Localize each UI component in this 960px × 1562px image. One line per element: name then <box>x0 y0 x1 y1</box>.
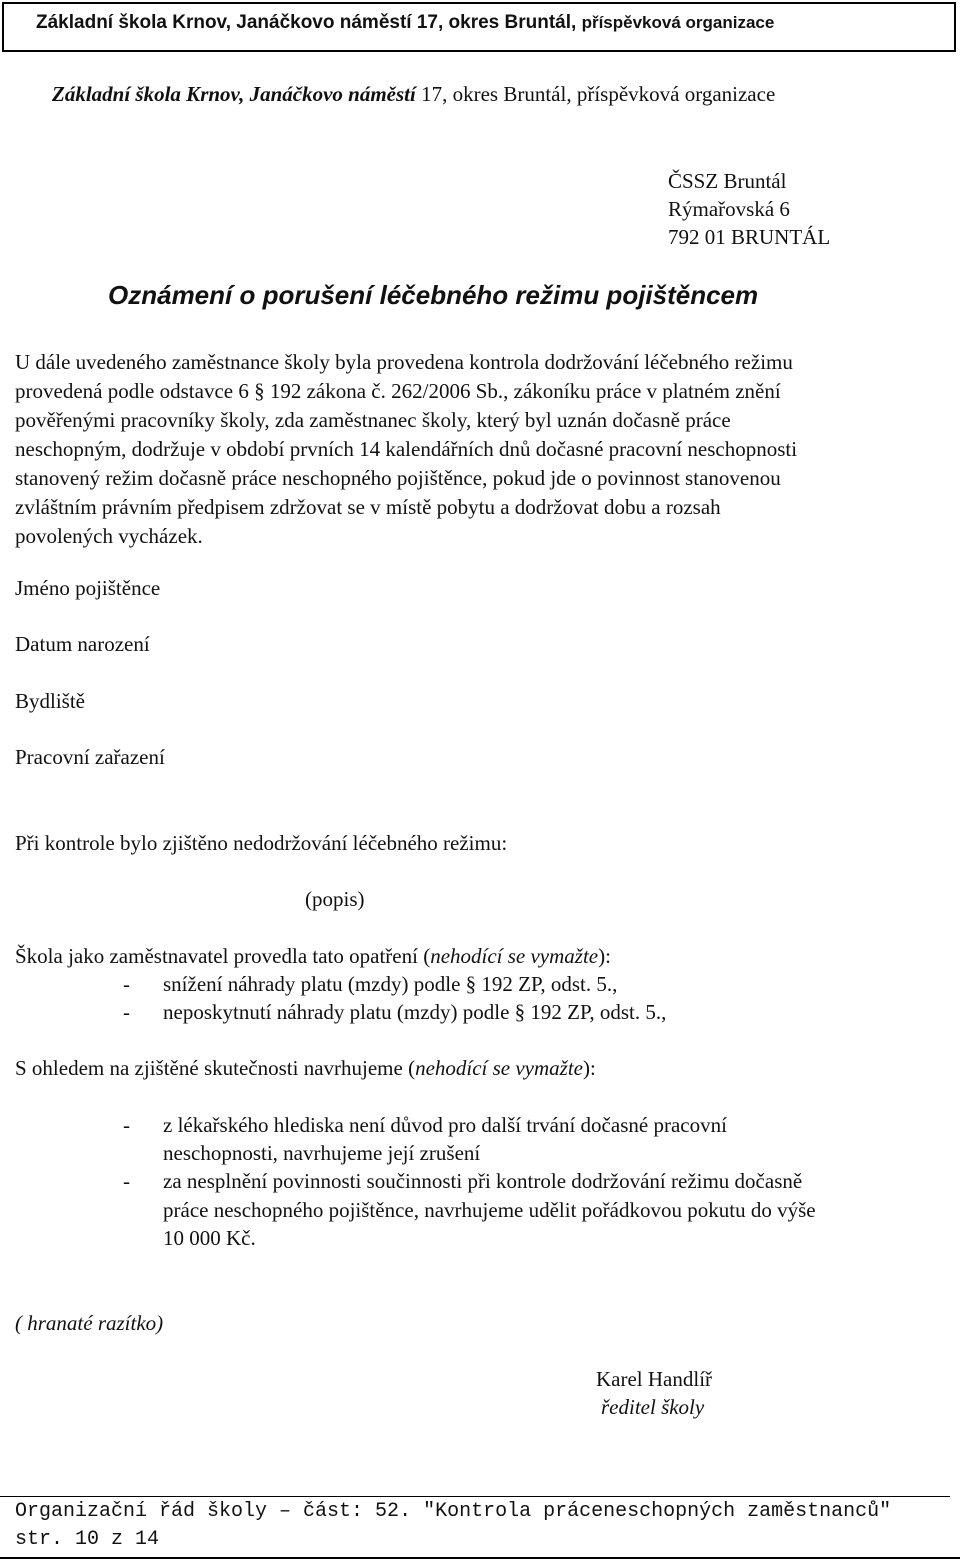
paragraph-line: neschopným, dodržuje v období prvních 14 kalendářních dnů dočasné pracovní neschopnosti <box>15 437 798 461</box>
page-header-box <box>2 2 956 52</box>
proposal-item-text: z lékařského hlediska není důvod pro další trvání dočasné pracovní <box>163 1113 727 1137</box>
proposal-item-2 <box>0 1167 802 1195</box>
school-heading-bold: Základní škola Krnov, Janáčkovo náměstí <box>52 82 422 106</box>
recipient-line-2: Rýmařovská 6 <box>668 197 790 221</box>
stamp-placeholder: ( hranaté razítko) <box>15 1311 164 1335</box>
dash: - <box>123 972 130 996</box>
dash: - <box>123 1113 130 1137</box>
proposal-intro-text: S ohledem na zjištěné skutečnosti navrhujeme ( <box>15 1056 416 1080</box>
field-insured-name: Jméno pojištěnce <box>15 576 161 600</box>
intro-paragraph <box>15 348 945 551</box>
recipient-line-1: ČSSZ Bruntál <box>668 169 787 193</box>
bottom-border <box>0 1557 960 1559</box>
signature-role: ředitel školy <box>601 1395 705 1419</box>
page-header-title <box>36 12 774 34</box>
recipient-line-3: 792 01 BRUNTÁL <box>668 225 831 249</box>
school-heading-rest: 17, okres Bruntál, příspěvková organizace <box>421 82 776 106</box>
description-placeholder: (popis) <box>305 887 365 911</box>
field-job-position: Pracovní zařazení <box>15 745 165 769</box>
measures-intro-end: ): <box>598 944 611 968</box>
control-finding-text: Při kontrole bylo zjištěno nedodržování léčebného režimu: <box>15 831 508 855</box>
document-title: Oznámení o porušení léčebného režimu pojištěncem <box>108 280 759 310</box>
paragraph-line: U dále uvedeného zaměstnance školy byla provedena kontrola dodržování léčebného režimu <box>15 350 793 374</box>
paragraph-line: provedená podle odstavce 6 § 192 zákona č. 262/2006 Sb., zákoníku práce v platném znění <box>15 379 781 403</box>
proposal-item-text: za nesplnění povinnosti součinnosti při kontrole dodržování režimu dočasně <box>163 1169 803 1193</box>
paragraph-line: povolených vycházek. <box>15 524 203 548</box>
page-footer: Organizační řád školy – část: 52. "Kontrola práceneschopných zaměstnanců" str. 10 z 14 <box>15 1500 892 1551</box>
paragraph-line: zvláštním právním předpisem zdržovat se v místě pobytu a dodržovat dobu a rozsah <box>15 495 721 519</box>
dash: - <box>123 1169 130 1193</box>
proposal-item-2-cont: 10 000 Kč. <box>163 1226 256 1250</box>
field-birth-date: Datum narození <box>15 632 150 656</box>
header-title-small: příspěvková organizace <box>581 13 775 32</box>
measure-item-1 <box>0 970 617 998</box>
signature-name: Karel Handlíř <box>596 1367 713 1391</box>
dash: - <box>123 1000 130 1024</box>
measures-intro-text: Škola jako zaměstnavatel provedla tato opatření ( <box>15 944 431 968</box>
proposal-note: nehodící se vymažte <box>415 1056 584 1080</box>
proposal-intro-end: ): <box>583 1056 596 1080</box>
header-title-main: Základní škola Krnov, Janáčkovo náměstí 17, okres Bruntál, <box>36 12 582 33</box>
paragraph-line: pověřenými pracovníky školy, zda zaměstnanec školy, který byl uznán dočasně práce <box>15 408 731 432</box>
measures-intro <box>15 942 611 970</box>
measure-item-2 <box>0 998 666 1026</box>
measures-note: nehodící se vymažte <box>430 944 599 968</box>
measure-item-text: snížení náhrady platu (mzdy) podle § 192 ZP, odst. 5., <box>163 972 618 996</box>
proposal-item-1-cont: neschopnosti, navrhujeme její zrušení <box>163 1141 481 1165</box>
paragraph-line: stanovený režim dočasně práce neschopného pojištěnce, pokud jde o povinnost stanovenou <box>15 466 781 490</box>
document-school-heading <box>52 80 775 108</box>
proposal-item-1 <box>0 1111 727 1139</box>
measure-item-text: neposkytnutí náhrady platu (mzdy) podle § 192 ZP, odst. 5., <box>163 1000 667 1024</box>
proposal-intro <box>15 1054 596 1082</box>
proposal-item-2-cont: práce neschopného pojištěnce, navrhujeme udělit pořádkovou pokutu do výše <box>163 1198 816 1222</box>
field-residence: Bydliště <box>15 689 86 713</box>
footer-divider <box>0 1496 950 1497</box>
